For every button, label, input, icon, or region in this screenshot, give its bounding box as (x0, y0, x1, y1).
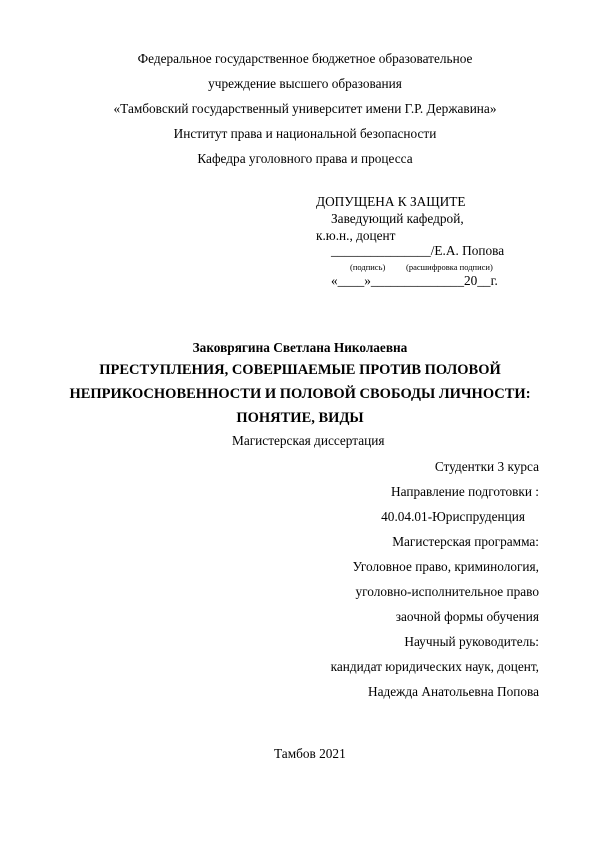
title-line-2: НЕПРИКОСНОВЕННОСТИ И ПОЛОВОЙ СВОБОДЫ ЛИЧНОСТИ: (69, 386, 531, 402)
approval-degree: к.ю.н., доцент (316, 228, 396, 243)
student-info-line: Магистерская программа: (392, 534, 539, 549)
title-line-3: ПОНЯТИЕ, ВИДЫ (236, 410, 364, 426)
work-type: Магистерская диссертация (232, 433, 385, 448)
approval-title: ДОПУЩЕНА К ЗАЩИТЕ (316, 194, 466, 209)
student-info-line: уголовно-исполнительное право (355, 584, 539, 599)
approval-position: Заведующий кафедрой, (331, 211, 464, 226)
city-year: Тамбов 2021 (274, 746, 346, 761)
author-name: Заковрягина Светлана Николаевна (192, 340, 408, 355)
header-line-5: Кафедра уголовного права и процесса (197, 151, 413, 166)
student-info-line: Надежда Анатольевна Попова (368, 684, 539, 699)
signature-caption: (подпись) (350, 262, 386, 272)
header-line-3: «Тамбовский государственный университет имени Г.Р. Державина» (113, 101, 497, 116)
approval-signature-line: _______________/Е.А. Попова (331, 243, 505, 258)
header-line-2: учреждение высшего образования (208, 76, 402, 91)
header-line-4: Институт права и национальной безопасности (173, 126, 437, 141)
decode-caption: (расшифровка подписи) (406, 262, 493, 272)
header-line-1: Федеральное государственное бюджетное образовательное (137, 51, 473, 66)
student-info-line: заочной формы обучения (395, 609, 539, 624)
student-info-line: Направление подготовки : (391, 484, 539, 499)
student-info-line: кандидат юридических наук, доцент, (330, 659, 539, 674)
student-info-line: Уголовное право, криминология, (352, 559, 539, 574)
approval-date-line: «____»______________20__г. (331, 273, 498, 288)
title-line-1: ПРЕСТУПЛЕНИЯ, СОВЕРШАЕМЫЕ ПРОТИВ ПОЛОВОЙ (99, 362, 501, 378)
student-info-line: 40.04.01-Юриспруденция (381, 509, 525, 524)
student-info-line: Студентки 3 курса (434, 459, 539, 474)
student-info-line: Научный руководитель: (404, 634, 539, 649)
